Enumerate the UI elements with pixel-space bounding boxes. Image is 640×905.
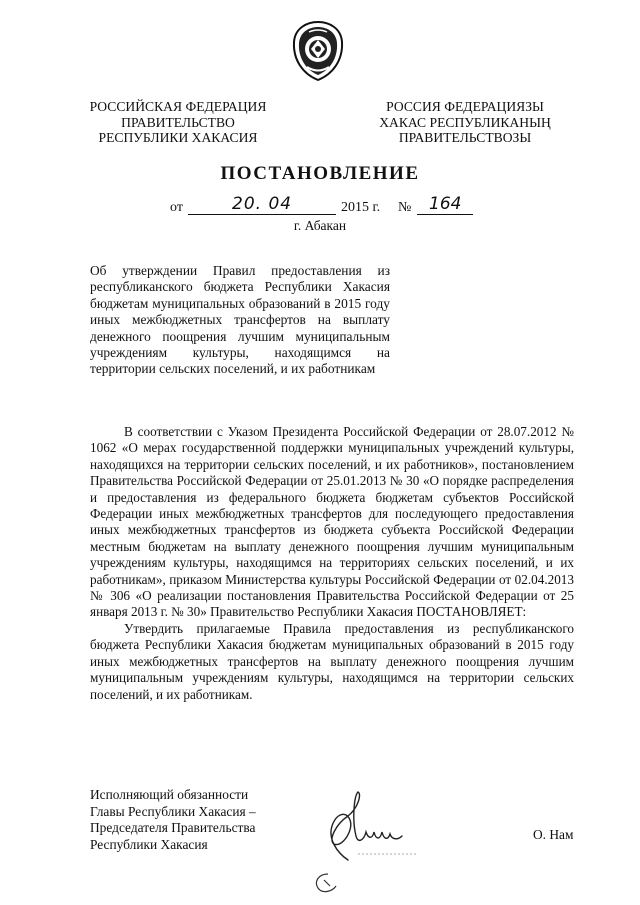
signatory-name: О. Нам bbox=[533, 827, 574, 842]
number-underline bbox=[417, 214, 473, 215]
coat-of-arms-emblem bbox=[289, 20, 347, 82]
signatory-position bbox=[90, 787, 290, 854]
handwritten-number: 164 bbox=[429, 194, 462, 214]
handwritten-mark bbox=[308, 870, 344, 896]
date-year: 2015 г. bbox=[341, 200, 381, 215]
body-paragraph: В соответствии с Указом Президента Российской Федерации от 28.07.2012 № 1062 «О мерах государственной поддержки муниципальных учреждений культуры, находящихся на территории сельских поселений, и их работников», постановлением Правительства Российской Федерации от 25.01.2013 № 30 «О порядке распределения и предоставления из федерального бюджета бюджетам субъектов Российской Федерации иных межбюджетных трансфертов для последующего предоставления иных межбюджетных трансфертов из бюджета субъекта Российской Федерации местным бюджетам на выплату денежного поощрения лучшим муниципальным учреждениям культуры, находящимся на территориях сельских поселений, и их работникам», приказом Министерства культуры Российской Федерации от 02.04.2013 № 306 «О реализации постановления Правительства Российской Федерации от 25 января 2013 г. № 30» Правительство Республики Хакасия ПОСТАНОВЛЯЕТ: bbox=[90, 424, 574, 620]
header-right-line: ПРАВИТЕЛЬСТВОЗЫ bbox=[398, 130, 532, 145]
header-right-line: ХАКАС РЕСПУБЛИКАНЫҢ bbox=[379, 114, 551, 130]
document-subject: Об утверждении Правил предоставления из республиканского бюджета Республики Хакасия бюджетам муниципальных образований в 2015 году иных межбюджетных трансфертов на выплату денежного поощрения лучшим муниципальным учреждениям культуры, находящимся на территории сельских поселений, и их работникам bbox=[90, 263, 390, 377]
document-body bbox=[90, 424, 574, 703]
position-line: Главы Республики Хакасия – bbox=[90, 803, 256, 819]
date-underline bbox=[188, 214, 336, 215]
date-prefix: от bbox=[170, 200, 183, 215]
header-left-line: РЕСПУБЛИКИ ХАКАСИЯ bbox=[98, 130, 258, 145]
header-left-line: ПРАВИТЕЛЬСТВО bbox=[121, 114, 235, 130]
position-line: Председателя Правительства bbox=[90, 820, 256, 836]
header-right-line: РОССИЯ ФЕДЕРАЦИЯЗЫ bbox=[386, 99, 544, 114]
city-name: г. Абакан bbox=[293, 218, 347, 233]
date-number-line bbox=[170, 194, 490, 218]
header-left-line: РОССИЙСКАЯ ФЕДЕРАЦИЯ bbox=[89, 99, 267, 114]
position-line: Республики Хакасия bbox=[90, 837, 208, 853]
header-right bbox=[366, 99, 564, 146]
number-sign: № bbox=[398, 200, 412, 215]
handwritten-signature bbox=[318, 790, 448, 868]
position-line: Исполняющий обязанности bbox=[90, 787, 249, 802]
handwritten-date: 20. 04 bbox=[232, 194, 293, 214]
header-left bbox=[78, 99, 278, 146]
document-title: ПОСТАНОВЛЕНИЕ bbox=[220, 163, 420, 184]
body-paragraph: Утвердить прилагаемые Правила предоставления из республиканского бюджета Республики Хакасия бюджетам муниципальных образований в 2015 году иных межбюджетных трансфертов на выплату денежного поощрения лучшим муниципальным учреждениям культуры, находящимся на территории сельских поселений, и их работникам. bbox=[90, 620, 574, 702]
